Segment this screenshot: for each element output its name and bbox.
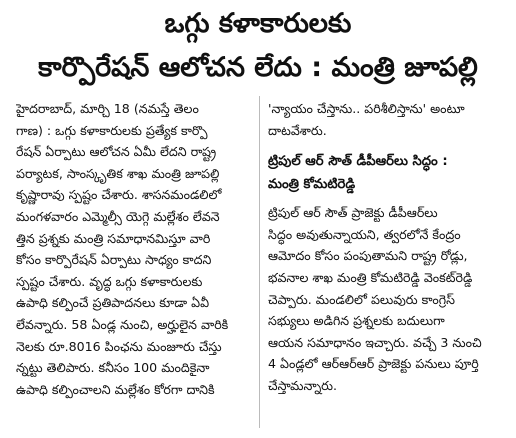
body-line: నెలకు రూ.8016 పింఛను మంజూరు చేస్తు <box>16 338 222 354</box>
headline-line-1: ఒగ్గు కళాకారులకు <box>164 8 352 39</box>
body-line: ఆమోదం కోసం పంపుతామని రాష్ట్ర రోడ్లు, <box>268 248 468 264</box>
body-line: త్తిన ప్రశ్నకు మంత్రి సమాధానమిస్తూ వారి <box>16 230 211 246</box>
body-line: గాణ) : ఒగ్గు కళాకారులకు ప్రత్యేక కార్పొ <box>16 122 208 138</box>
body-line: చెప్పారు. మండలిలో పలువురు కాంగ్రెస్ <box>268 291 455 307</box>
body-line: భవనాల శాఖ మంత్రి కోమటిరెడ్డి వెంకట్‌రెడ్డి <box>268 269 473 285</box>
right-column <box>268 98 506 397</box>
column-divider <box>259 96 260 428</box>
subheading-line: ట్రిపుల్ ఆర్ సౌత్ డీపీఆర్‌లు సిద్ధం : <box>268 154 448 170</box>
body-line: ఆయన సమాధానం ఇచ్చారు. వచ్చే 3 నుంచి <box>268 334 482 350</box>
body-line: ట్రిపుల్ ఆర్ సౌత్ ప్రాజెక్టు డీపీఆర్‌లు <box>268 205 438 221</box>
subheading-line: మంత్రి కోమటిరెడ్డి <box>268 177 356 193</box>
left-column <box>16 98 252 400</box>
body-line: 4 ఏండ్లలో ఆర్‌ఆర్‌ఆర్ ప్రాజెక్టు పనులు పూర్తి <box>268 356 479 372</box>
body-line: కోసం కార్పొరేషన్ ఏర్పాటు సాధ్యం కాదని <box>16 252 212 268</box>
body-line: రేషన్ ఏర్పాటు ఆలోచన ఏమీ లేదని రాష్ట్ర <box>16 144 217 160</box>
body-line: స్పష్టం చేశారు. వృద్ధ ఒగ్గు కళాకారులకు <box>16 273 203 289</box>
body-line: కృష్ణారావు స్పష్టం చేశారు. శాసనమండలిలో <box>16 187 222 203</box>
intro-line: దాటవేశారు. <box>268 122 327 138</box>
body-line: చేస్తామన్నారు. <box>268 377 338 393</box>
body-line: హైదరాబాద్, మార్చి 18 (నమస్తే తెలం <box>16 101 199 116</box>
subheading <box>268 150 506 196</box>
headline-line-2: కార్పొరేషన్ ఆలోచన లేదు : మంత్రి జూపల్లి <box>38 52 478 83</box>
intro-line: 'న్యాయం చేస్తాను.. పరిశీలిస్తాను' అంటూ <box>268 101 465 116</box>
body-line: సిద్ధం అవుతున్నాయని, త్వరలోనే కేంద్రం <box>268 226 461 242</box>
body-line: న్నట్టు తెలిపారు. కనీసం 100 మందికైనా <box>16 360 210 376</box>
body-line: సభ్యులు అడిగిన ప్రశ్నలకు బదులుగా <box>268 313 445 329</box>
body-line: మంగళవారం ఎమ్మెల్సీ యెగ్గె మల్లేశం లేవనె <box>16 208 220 224</box>
body-line: లేవన్నారు. 58 ఏండ్ల నుంచి, అర్హులైన వారికి <box>16 316 229 332</box>
body-line: ఉపాధి కల్పించాలని మల్లేశం కోరగా దానికి <box>16 381 215 397</box>
body-line: పర్యాటక, సాంస్కృతిక శాఖ మంత్రి జూపల్లి <box>16 165 220 181</box>
body-line: ఉపాధి కల్పించే ప్రతిపాదనలు కూడా ఏవీ <box>16 295 210 311</box>
